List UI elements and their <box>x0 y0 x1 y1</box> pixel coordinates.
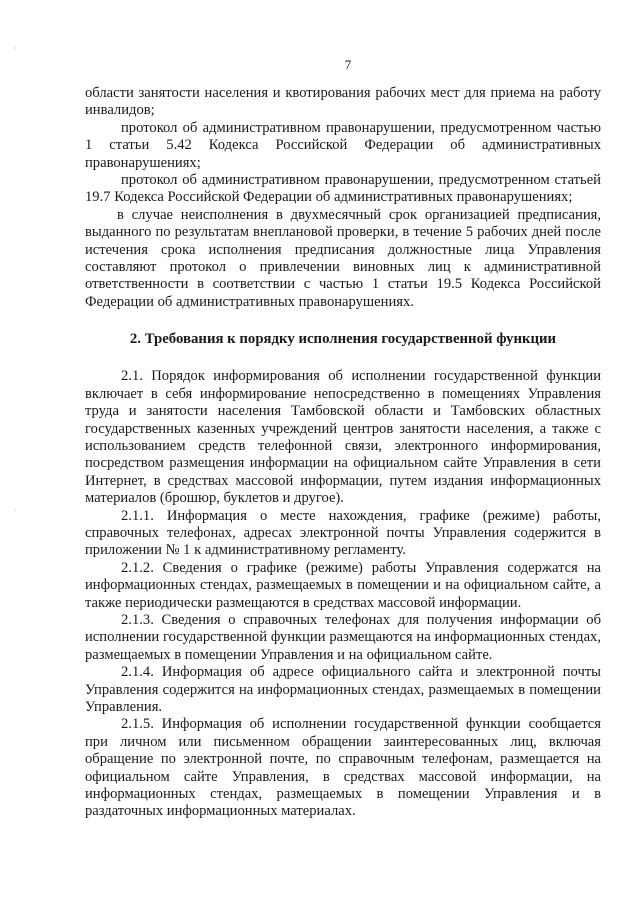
paragraph-protocol-19-7: протокол об административном правонарушении, предусмотренном статьей 19.7 Кодекса Российской Федерации об административных правонарушениях; <box>85 172 601 206</box>
paragraph-2-1: 2.1. Порядок информирования об исполнении государственной функции включает в себя информирование непосредственно в помещениях Управления труда и занятости населения Тамбовской области и Тамбовских областных государственных казенных учреждений центров занятости населения, а также с использованием средств телефонной связи, электронного информирования, посредством размещения информации на официальном сайте Управления в сети Интернет, в средствах массовой информации, путем издания информационных материалов (брошюр, буклетов и другое). <box>85 368 601 507</box>
paragraph-protocol-5-42: протокол об административном правонарушении, предусмотренном частью 1 статьи 5.42 Кодекса Российской Федерации об административных правонарушениях; <box>85 119 601 171</box>
scan-mark: · <box>14 506 17 515</box>
paragraph-2-1-3: 2.1.3. Сведения о справочных телефонах для получения информации об исполнении государственной функции размещаются на информационных стендах, размещаемых в помещении Управления и на официальном сайте. <box>85 611 601 663</box>
paragraph-continuation: области занятости населения и квотирования рабочих мест для приема на работу инвалидов; <box>85 85 601 119</box>
paragraph-2-1-2: 2.1.2. Сведения о графике (режиме) работы Управления содержатся на информационных стендах, размещаемых в помещении и на официальном сайте, а также периодически размещаются в средствах массовой информации. <box>85 559 601 611</box>
paragraph-2-1-1: 2.1.1. Информация о месте нахождения, графике (режиме) работы, справочных телефонах, адресах электронной почты Управления содержится в приложении № 1 к административному регламенту. <box>85 507 601 559</box>
section-heading: 2. Требования к порядку исполнения государственной функции <box>129 331 557 348</box>
scan-mark: · <box>14 44 17 53</box>
page-number: 7 <box>344 57 352 72</box>
paragraph-2-1-4: 2.1.4. Информация об адресе официального сайта и электронной почты Управления содержится на информационных стендах, размещаемых в помещении Управления. <box>85 664 601 715</box>
paragraph-2-1-5: 2.1.5. Информация об исполнении государственной функции сообщается при личном или письменном обращении заинтересованных лиц, включая обращение по электронной почте, по справочным телефонам, размещается на официальном сайте Управления, в средствах массовой информации, на информационных стендах, размещаемых в помещении Управления и в раздаточных информационных материалах. <box>85 716 601 820</box>
paragraph-non-compliance: в случае неисполнения в двухмесячный срок организацией предписания, выданного по результатам внеплановой проверки, в течение 5 рабочих дней после истечения срока исполнения предписания должностные лица Управления составляют протокол о привлечении виновных лиц к административной ответственности в соответствии с частью 1 статьи 19.5 Кодекса Российской Федерации об административных правонарушениях. <box>85 206 601 310</box>
